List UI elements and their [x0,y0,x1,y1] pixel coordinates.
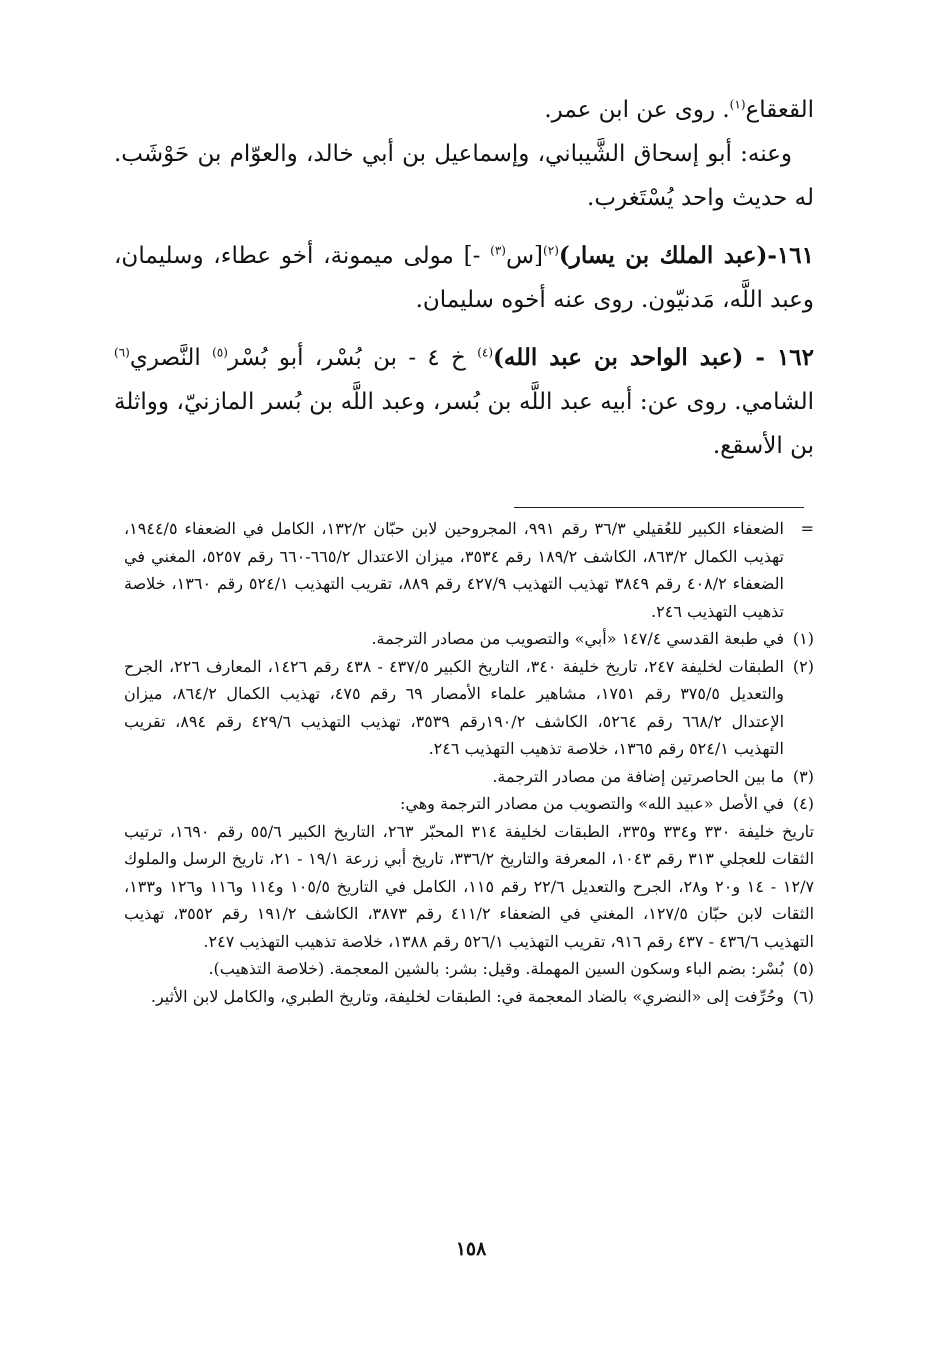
footnote-4 [124,790,814,818]
footnote-number: (١) [792,629,814,648]
entry-161-bracket-close: -] [463,243,491,269]
entry-160-word: القعقاع [745,97,814,123]
footnote-text: الطبقات لخليفة ٢٤٧، تاريخ خليفة ٣٤٠، التاريخ الكبير ٤٣٧/٥ - ٤٣٨ رقم ١٤٢٦، المعارف ٢٢٦، الجرح والتعديل ٣٧٥/٥ رقم ١٧٥١، مشاهير علماء الأمصار ٦٩ رقم ٤٧٥، تهذيب الكمال ٨٦٤/٢، ميزان الإعتدال ٦٦٨/٢ رقم ٥٢٦٤، الكاشف ١٩٠/٢رقم ٣٥٣٩، تهذيب التهذيب ٤٢٩/٦ رقم ٨٩٤، تقريب التهذيب ٥٢٤/١ رقم ١٣٦٥، خلاصة تذهيب التهذيب ٢٤٦. [124,656,785,758]
footnote-6 [124,983,814,1011]
footnote-number: (٤) [792,794,814,813]
footnote-number: (٥) [792,959,814,978]
footnote-ref-2: (٢) [543,243,559,258]
footnote-text: بُسْر: بضم الباء وسكون السين المهملة. وقيل: بشر: بالشين المعجمة. (خلاصة التذهيب). [208,959,784,978]
footnote-divider [514,507,804,508]
entry-162-text-3: الشامي. روى عن: أبيه عبد اللَّه بن بُسر، وعبد اللَّه بن بُسر المازنيّ، وواثلة بن الأسقع. [114,389,814,459]
entry-162-heading: ١٦٢ - (عبد الواحد بن عبد الله) [493,344,814,371]
entry-162-text-1: خ ٤ - بن بُسْر، أبو بُسْر [227,345,478,371]
footnote-ref-1: (١) [729,97,746,112]
entry-161-bracket-open: [س [505,243,544,269]
footnote-continued [124,515,814,625]
footnote-ref-4: (٤) [477,345,494,360]
entry-162-text-2: النَّصري [129,345,213,371]
footnote-text: وحُرِّفت إلى «النضري» بالضاد المعجمة في: الطبقات لخليفة، وتاريخ الطبري، والكامل لابن الأثير. [150,986,784,1006]
footnote-continued-text: الضعفاء الكبير للعُقيلي ٣٦/٣ رقم ٩٩١، المجروحين لابن حبّان ١٣٢/٢، الكامل في الضعفاء ١٩٤٤/٥، تهذيب الكمال ٨٦٣/٢، الكاشف ١٨٩/٢ رقم ٣٥٣٤، ميزان الاعتدال ٦٦٥/٢-٦٦٠ رقم ٥٢٥٧، المغني في الضعفاء ٤٠٨/٢ رقم ٣٨٤٩ تهذيب التهذيب ٤٢٧/٩ رقم ٨٨٩، تقريب التهذيب ٥٢٤/١ رقم ١٣٦٠، خلاصة تذهيب التهذيب ٢٤٦. [124,519,785,621]
footnote-5 [124,955,814,983]
footnote-number: (٦) [792,986,814,1006]
footnote-3 [124,763,814,791]
entry-162 [114,336,814,468]
footnote-ref-5: (٥) [212,345,228,360]
footnote-text: في الأصل «عبيد الله» والتصويب من مصادر الترجمة وهي: [399,794,784,813]
footnote-text: ما بين الحاصرتين إضافة من مصادر الترجمة. [492,766,784,786]
entry-161-heading: ١٦١-(عبد الملك بن يسار) [558,242,814,269]
footnotes [124,515,814,1010]
footnote-continued-marker: = [800,519,814,538]
entry-161 [114,234,814,322]
footnote-1 [124,625,814,653]
main-text [114,88,814,468]
page-number: ١٥٨ [455,1238,487,1260]
footnote-2 [124,653,814,763]
entry-160-text: . روى عن ابن عمر. [544,97,730,123]
entry-160-tail-line [114,88,814,132]
entry-161-text: مولى ميمونة، أخو عطاء، وسليمان، وعبد اللَّه، مَدنيّون. روى عنه أخوه سليمان. [114,243,814,313]
entry-160-narrators: وعنه: أبو إسحاق الشَّيباني، وإسماعيل بن أبي خالد، والعوّام بن حَوْشَب. له حديث واحد يُسْتَغرب. [114,141,814,211]
footnote-number: (٣) [792,766,814,786]
footnote-ref-3: (٣) [490,243,506,258]
footnote-number: (٢) [792,656,814,676]
footnote-4-sources: تاريخ خليفة ٣٣٠ و٣٣٤ و٣٣٥، الطبقات لخليفة ٣١٤ المحبّر ٢٦٣، التاريخ الكبير ٥٥/٦ رقم ١٦٩٠، ترتيب الثقات للعجلي ٣١٣ رقم ١٠٤٣، المعرفة والتاريخ ٣٣٦/٢، تاريخ أبي زرعة ١٩/١ - ٢١، تاريخ الرسل والملوك ١٢/٧ - ١٤ و٢٠ و٢٨، الجرح والتعديل ٢٢/٦ رقم ١١٥، الكامل في التاريخ ١٠٥/٥ و١١٤ و١١٦ و١٢٦ و١٣٣، الثقات لابن حبّان ١٢٧/٥، المغني في الضعفاء ٤١١/٢ رقم ٣٨٧٣، الكاشف ١٩١/٢ رقم ٣٥٥٢، تهذيب التهذيب ٤٣٦/٦ - ٤٣٧ رقم ٩١٦، تقريب التهذيب ٥٢٦/١ رقم ١٣٨٨، خلاصة تذهيب التهذيب ٢٤٧. [124,821,815,951]
footnote-ref-6: (٦) [114,345,130,360]
footnote-text: في طبعة القدسي ١٤٧/٤ «أبي» والتصويب من مصادر الترجمة. [371,629,784,648]
